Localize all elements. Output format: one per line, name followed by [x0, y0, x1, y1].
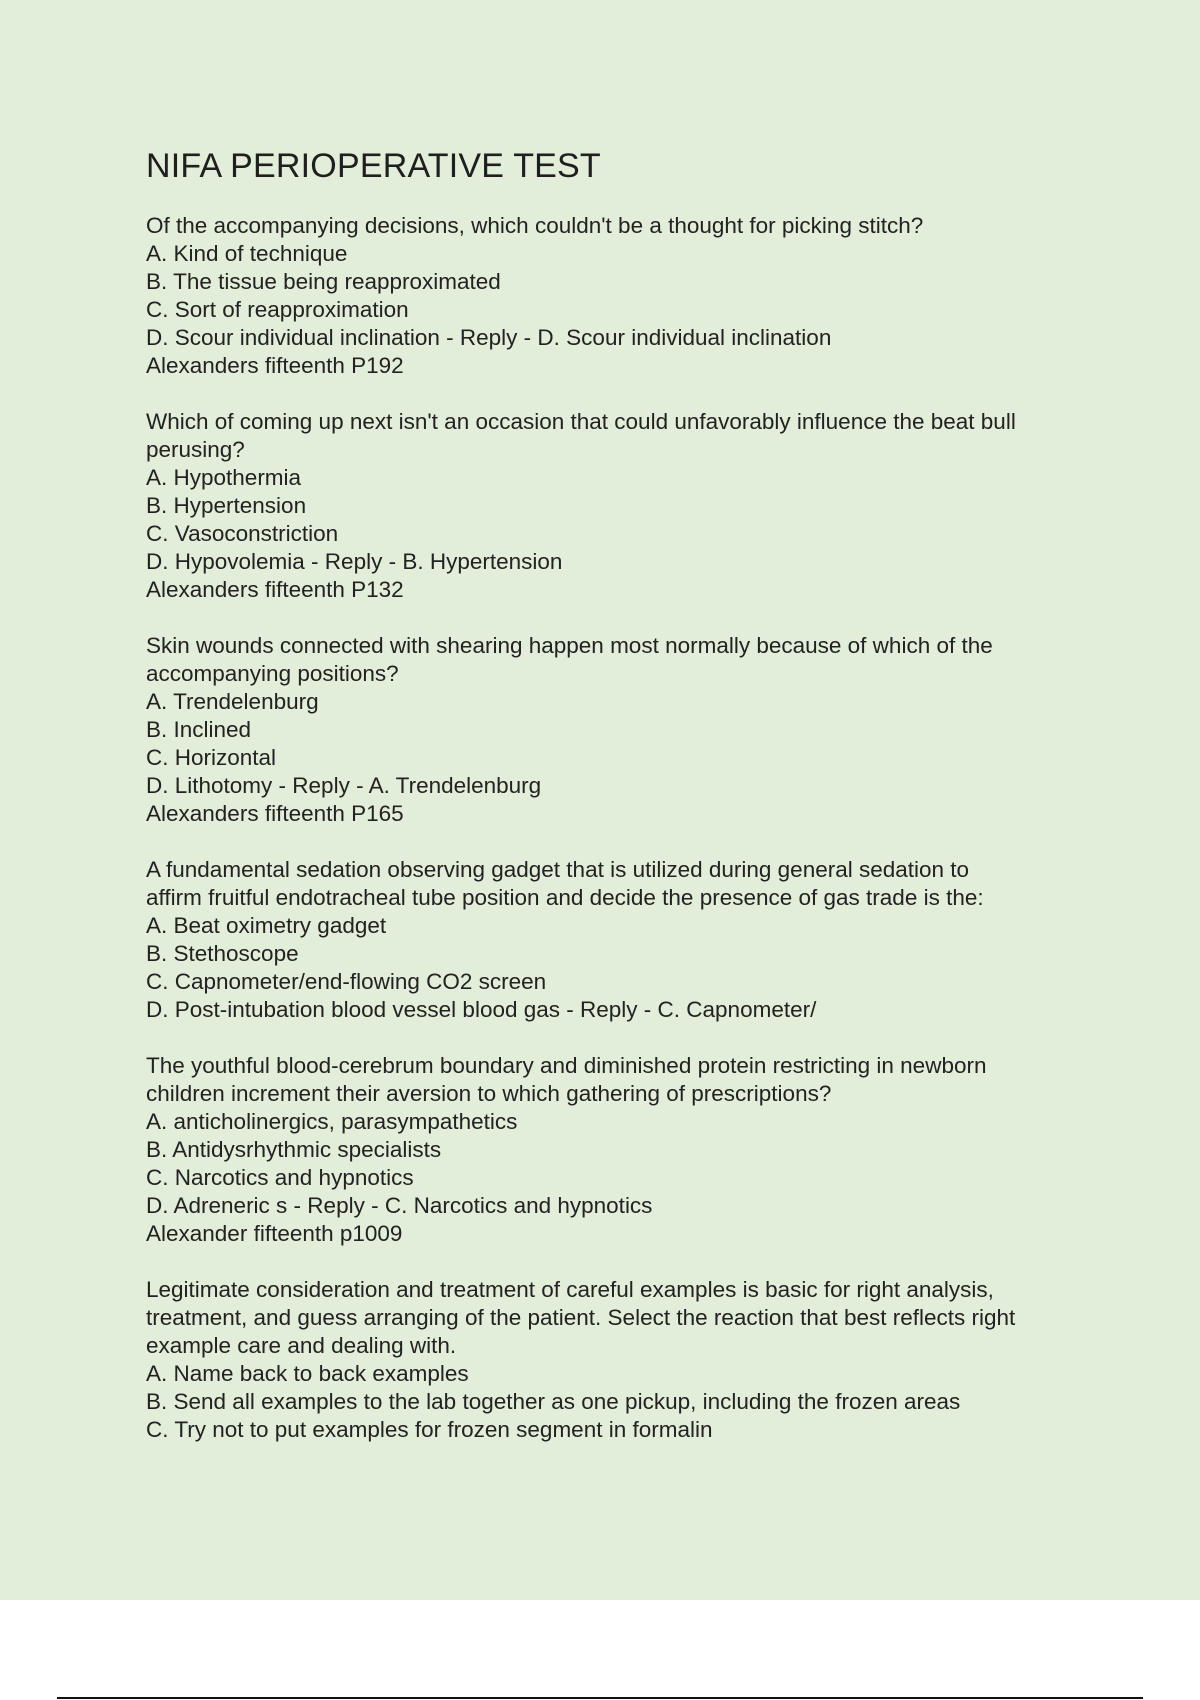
question-3-option-c: C. Horizontal — [146, 745, 277, 770]
question-4-stem: A fundamental sedation observing gadget that is utilized during general sedation to — [146, 857, 970, 882]
question-2-stem: Which of coming up next isn't an occasion that could unfavorably influence the beat bull — [146, 409, 1016, 434]
question-3 — [146, 632, 1086, 828]
question-4-option-a: A. Beat oximetry gadget — [146, 913, 387, 938]
question-6-option-c: C. Try not to put examples for frozen segment in formalin — [146, 1417, 713, 1442]
question-1-option-b: B. The tissue being reapproximated — [146, 269, 501, 294]
question-2-option-b: B. Hypertension — [146, 493, 307, 518]
question-3-option-b: B. Inclined — [146, 717, 252, 742]
question-2-option-a: A. Hypothermia — [146, 465, 302, 490]
question-4-option-b: B. Stethoscope — [146, 941, 299, 966]
question-3-reference: Alexanders fifteenth P165 — [146, 801, 404, 826]
question-4-option-c: C. Capnometer/end-flowing CO2 screen — [146, 969, 547, 994]
question-5-reference: Alexander fifteenth p1009 — [146, 1221, 403, 1246]
question-3-stem: Skin wounds connected with shearing happen most normally because of which of the — [146, 633, 993, 658]
document-title: NIFA PERIOPERATIVE TEST — [146, 147, 601, 185]
question-6-option-a: A. Name back to back examples — [146, 1361, 469, 1386]
question-6-stem-cont-1: treatment, and guess arranging of the patient. Select the reaction that best reflects right — [146, 1305, 1016, 1330]
question-2-option-d-answer: D. Hypovolemia - Reply - B. Hypertension — [146, 549, 563, 574]
question-6-stem-cont-2: example care and dealing with. — [146, 1333, 457, 1358]
page-footer-rule — [57, 1697, 1143, 1699]
question-4-option-d-answer: D. Post-intubation blood vessel blood gas - Reply - C. Capnometer/ — [146, 997, 817, 1022]
question-1 — [146, 212, 1086, 380]
question-5-option-d-answer: D. Adreneric s - Reply - C. Narcotics and hypnotics — [146, 1193, 653, 1218]
question-1-stem: Of the accompanying decisions, which couldn't be a thought for picking stitch? — [146, 213, 924, 238]
question-2-option-c: C. Vasoconstriction — [146, 521, 339, 546]
question-5 — [146, 1052, 1086, 1248]
question-2-reference: Alexanders fifteenth P132 — [146, 577, 404, 602]
question-1-reference: Alexanders fifteenth P192 — [146, 353, 404, 378]
question-1-option-d-answer: D. Scour individual inclination - Reply - D. Scour individual inclination — [146, 325, 832, 350]
question-6-option-b: B. Send all examples to the lab together as one pickup, including the frozen areas — [146, 1389, 961, 1414]
question-4 — [146, 856, 1086, 1024]
question-3-stem-cont: accompanying positions? — [146, 661, 399, 686]
question-5-option-a: A. anticholinergics, parasympathetics — [146, 1109, 518, 1134]
question-5-stem-cont: children increment their aversion to which gathering of prescriptions? — [146, 1081, 832, 1106]
question-6-stem: Legitimate consideration and treatment of careful examples is basic for right analysis, — [146, 1277, 994, 1302]
question-4-stem-cont: affirm fruitful endotracheal tube position and decide the presence of gas trade is the: — [146, 885, 984, 910]
question-5-option-c: C. Narcotics and hypnotics — [146, 1165, 414, 1190]
question-6 — [146, 1276, 1086, 1444]
question-2 — [146, 408, 1086, 604]
question-1-option-a: A. Kind of technique — [146, 241, 348, 266]
question-3-option-a: A. Trendelenburg — [146, 689, 319, 714]
document-content — [146, 142, 1086, 1472]
question-5-stem: The youthful blood-cerebrum boundary and diminished protein restricting in newborn — [146, 1053, 987, 1078]
question-3-option-d-answer: D. Lithotomy - Reply - A. Trendelenburg — [146, 773, 542, 798]
question-5-option-b: B. Antidysrhythmic specialists — [146, 1137, 442, 1162]
question-2-stem-cont: perusing? — [146, 437, 245, 462]
question-1-option-c: C. Sort of reapproximation — [146, 297, 409, 322]
